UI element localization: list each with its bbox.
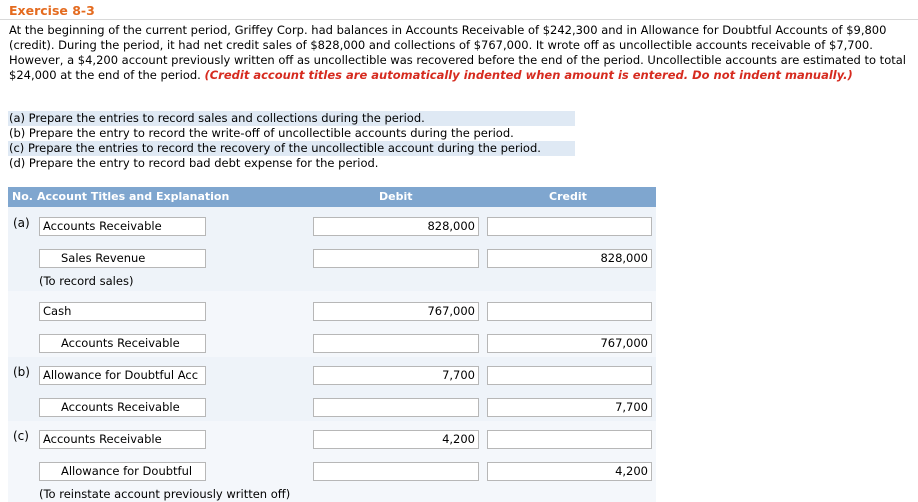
part-label-b: (b) <box>13 365 30 379</box>
debit-field[interactable]: 828,000 <box>313 217 479 236</box>
header-debit: Debit <box>379 190 413 203</box>
part-label-c: (c) <box>13 429 29 443</box>
journal-entry-table <box>8 187 656 502</box>
exercise-title: Exercise 8-3 <box>9 3 95 18</box>
credit-field[interactable]: 4,200 <box>487 462 652 481</box>
account-field[interactable]: Accounts Receivable <box>39 217 206 236</box>
account-field[interactable]: Accounts Receivable <box>39 430 206 449</box>
credit-field[interactable]: 7,700 <box>487 398 652 417</box>
task-item: (a) Prepare the entries to record sales and collections during the period. <box>8 111 575 126</box>
account-field[interactable]: Allowance for Doubtful <box>39 462 206 481</box>
credit-field[interactable] <box>487 430 652 449</box>
table-body <box>8 207 656 502</box>
debit-field[interactable] <box>313 249 479 268</box>
credit-field[interactable]: 767,000 <box>487 334 652 353</box>
header-divider <box>0 19 918 20</box>
account-field[interactable]: Cash <box>39 302 206 321</box>
account-field[interactable]: Sales Revenue <box>39 249 206 268</box>
account-field[interactable]: Accounts Receivable <box>39 334 206 353</box>
instruction-note: (Credit account titles are automatically indented when amount is entered. Do not indent manually.) <box>204 68 853 82</box>
account-field[interactable]: Allowance for Doubtful Acc <box>39 366 206 385</box>
header-no: No. <box>12 190 33 203</box>
debit-field[interactable]: 767,000 <box>313 302 479 321</box>
task-item: (b) Prepare the entry to record the write-off of uncollectible accounts during the period. <box>8 126 575 141</box>
problem-statement <box>9 23 913 83</box>
part-label-a: (a) <box>13 216 30 230</box>
task-item: (c) Prepare the entries to record the recovery of the uncollectible account during the period. <box>8 141 575 156</box>
task-list <box>8 111 575 171</box>
credit-field[interactable]: 828,000 <box>487 249 652 268</box>
header-account: Account Titles and Explanation <box>37 190 230 203</box>
debit-field[interactable] <box>313 462 479 481</box>
account-field[interactable]: Accounts Receivable <box>39 398 206 417</box>
debit-field[interactable]: 4,200 <box>313 430 479 449</box>
problem-text: At the beginning of the current period, Griffey Corp. had balances in Accounts Receivable of $242,300 and in Allowance for Doubtful Accounts of $9,800 (credit). During the period, it had net credit sales of $828,000 and collections of $767,000. It wrote off as uncollectible accounts receivable of $7,700. However, a $4,200 account previously written off as uncollectible was recovered before the end of the period. Uncollectible accounts are estimated to total $24,000 at the end of the period. <box>9 23 906 82</box>
debit-field[interactable]: 7,700 <box>313 366 479 385</box>
task-item: (d) Prepare the entry to record bad debt expense for the period. <box>8 156 575 171</box>
credit-field[interactable] <box>487 302 652 321</box>
credit-field[interactable] <box>487 217 652 236</box>
explanation-reinstate: (To reinstate account previously written off) <box>39 487 291 501</box>
debit-field[interactable] <box>313 334 479 353</box>
debit-field[interactable] <box>313 398 479 417</box>
header-credit: Credit <box>549 190 587 203</box>
credit-field[interactable] <box>487 366 652 385</box>
table-header <box>8 187 656 207</box>
explanation-sales: (To record sales) <box>39 274 134 288</box>
